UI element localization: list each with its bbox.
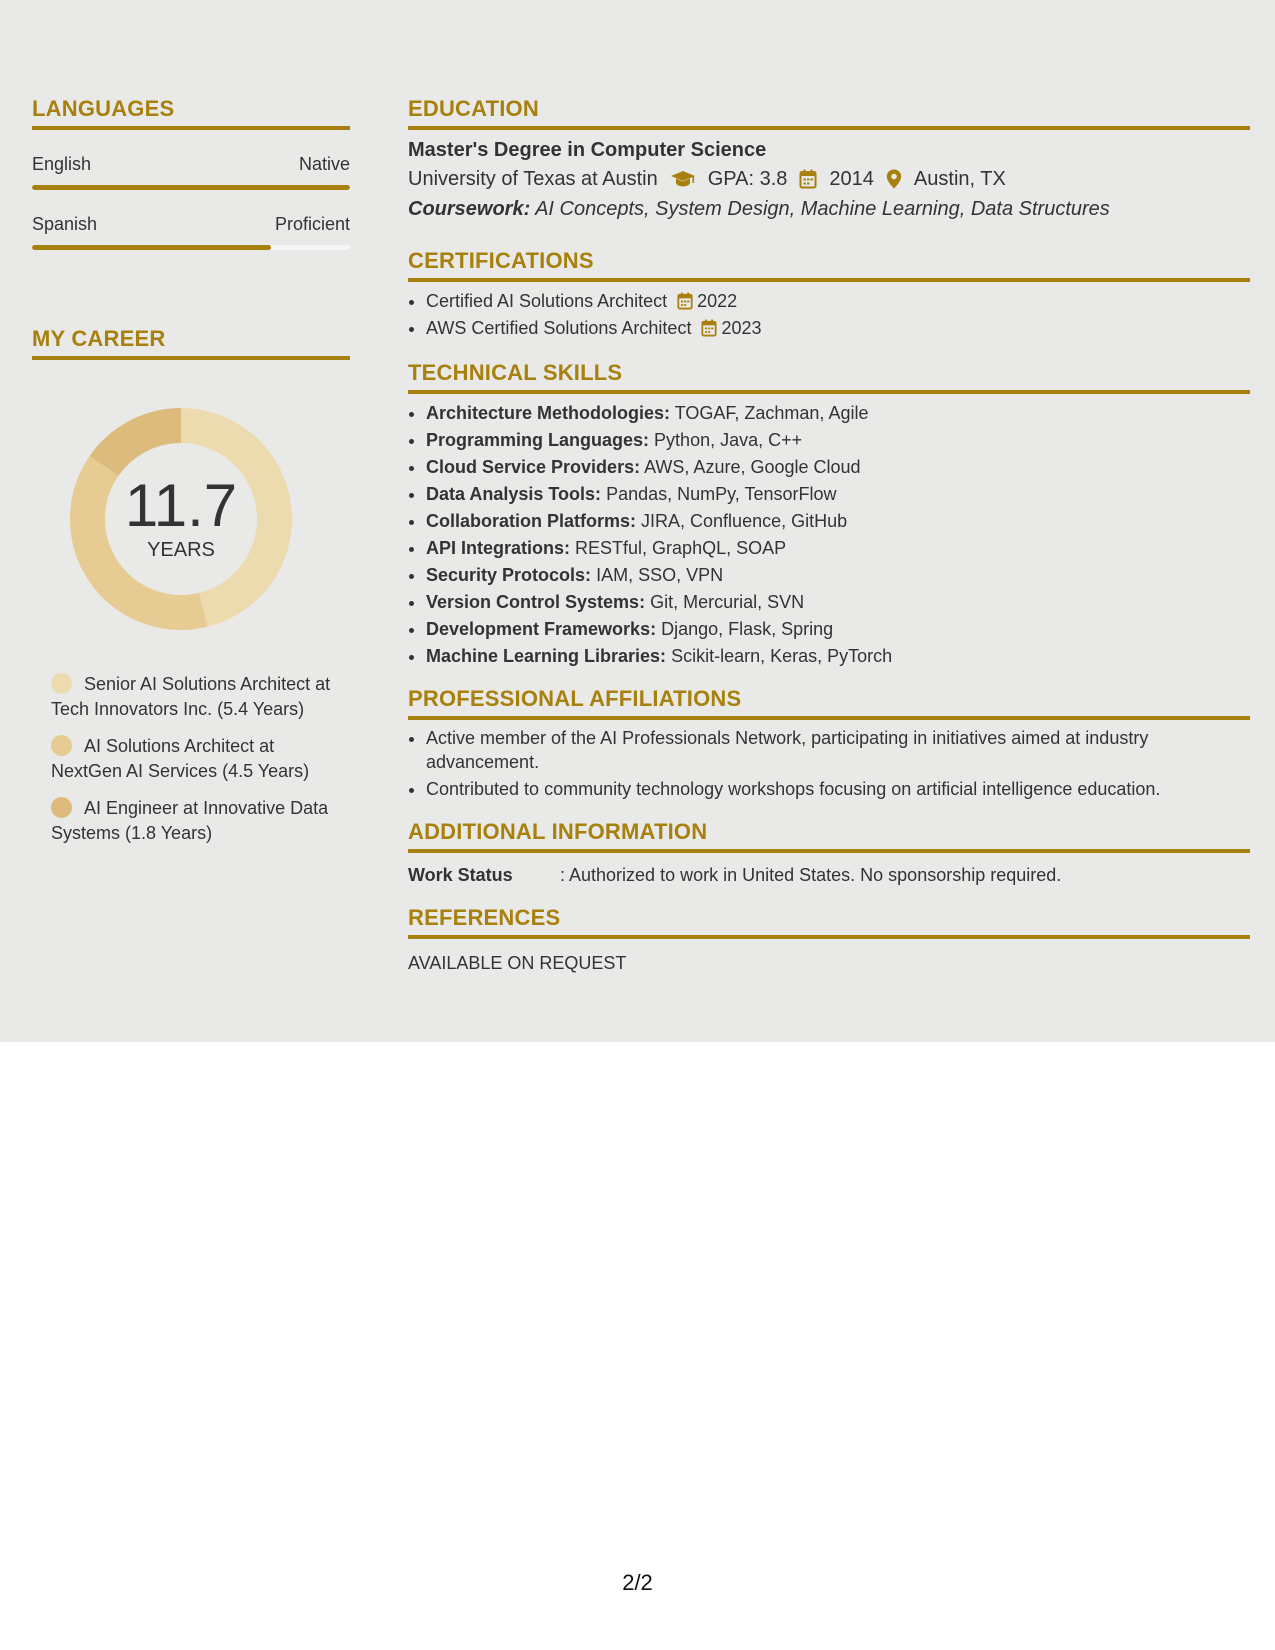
coursework-list: AI Concepts, System Design, Machine Learning, Data Structures bbox=[535, 198, 1110, 220]
skill-label: Programming Languages: bbox=[426, 430, 650, 450]
skill-label: Collaboration Platforms: bbox=[426, 511, 637, 531]
skill-item bbox=[426, 454, 1250, 481]
location-pin-icon bbox=[886, 169, 902, 189]
legend-dot bbox=[51, 735, 72, 756]
graduation-year: 2014 bbox=[829, 168, 874, 190]
career-section bbox=[32, 324, 350, 846]
affiliations-section bbox=[408, 684, 1250, 801]
legend-dot bbox=[51, 673, 72, 694]
education-title: EDUCATION bbox=[408, 96, 539, 121]
skill-item bbox=[426, 616, 1250, 643]
section-rule bbox=[408, 390, 1250, 394]
languages-section bbox=[32, 94, 350, 250]
skill-item bbox=[426, 427, 1250, 454]
language-level: Native bbox=[298, 154, 350, 174]
education-section bbox=[408, 94, 1250, 224]
section-rule bbox=[408, 935, 1250, 939]
certification-name: AWS Certified Solutions Architect bbox=[426, 318, 692, 338]
career-label: Senior AI Solutions Architect at Tech Innovators Inc. (5.4 Years) bbox=[51, 674, 331, 719]
left-column bbox=[32, 94, 350, 858]
skill-value: JIRA, Confluence, GitHub bbox=[641, 511, 848, 531]
skill-item bbox=[426, 481, 1250, 508]
section-rule bbox=[32, 356, 350, 360]
certifications-list bbox=[408, 288, 1250, 342]
languages-title: LANGUAGES bbox=[32, 96, 175, 121]
skill-label: Architecture Methodologies: bbox=[426, 403, 671, 423]
language-proficiency-bar bbox=[32, 245, 350, 250]
language-item bbox=[32, 152, 350, 190]
calendar-icon bbox=[701, 319, 717, 337]
work-status-row bbox=[408, 863, 1250, 887]
calendar-icon bbox=[799, 169, 817, 189]
career-donut-chart bbox=[66, 404, 296, 634]
legend-dot bbox=[51, 797, 72, 818]
language-proficiency-fill bbox=[32, 245, 271, 250]
career-legend-item bbox=[51, 672, 350, 722]
page-number: 2/2 bbox=[622, 1570, 653, 1595]
donut-center bbox=[66, 404, 296, 634]
certification-name: Certified AI Solutions Architect bbox=[426, 291, 668, 311]
skill-item bbox=[426, 562, 1250, 589]
graduation-cap-icon bbox=[670, 169, 696, 189]
section-rule bbox=[408, 126, 1250, 130]
skill-value: TOGAF, Zachman, Agile bbox=[674, 403, 869, 423]
total-years: 11.7 bbox=[124, 472, 238, 539]
section-rule bbox=[32, 126, 350, 130]
years-unit: YEARS bbox=[147, 539, 215, 561]
language-name: English bbox=[32, 154, 92, 174]
skill-value: Scikit-learn, Keras, PyTorch bbox=[671, 646, 893, 666]
school-name: University of Texas at Austin bbox=[408, 168, 658, 190]
coursework-label: Coursework: bbox=[408, 198, 531, 220]
skill-value: AWS, Azure, Google Cloud bbox=[644, 457, 861, 477]
skill-value: Pandas, NumPy, TensorFlow bbox=[606, 484, 837, 504]
certification-year: 2023 bbox=[721, 318, 762, 338]
skill-item bbox=[426, 400, 1250, 427]
calendar-icon bbox=[677, 292, 693, 310]
skill-item bbox=[426, 508, 1250, 535]
career-label: AI Engineer at Innovative Data Systems (1.8 Years) bbox=[51, 798, 329, 843]
affiliations-title: PROFESSIONAL AFFILIATIONS bbox=[408, 686, 742, 711]
skill-label: Version Control Systems: bbox=[426, 592, 646, 612]
skills-title: TECHNICAL SKILLS bbox=[408, 360, 623, 385]
skill-label: Machine Learning Libraries: bbox=[426, 646, 667, 666]
skill-value: RESTful, GraphQL, SOAP bbox=[575, 538, 787, 558]
career-title: MY CAREER bbox=[32, 326, 166, 351]
skill-label: API Integrations: bbox=[426, 538, 571, 558]
gpa: GPA: 3.8 bbox=[707, 168, 788, 190]
language-proficiency-fill bbox=[32, 185, 350, 190]
skill-label: Data Analysis Tools: bbox=[426, 484, 602, 504]
language-item bbox=[32, 212, 350, 250]
skill-value: Git, Mercurial, SVN bbox=[650, 592, 805, 612]
skills-list bbox=[408, 400, 1250, 670]
career-legend-item bbox=[51, 796, 350, 846]
skill-value: Django, Flask, Spring bbox=[661, 619, 834, 639]
skill-label: Development Frameworks: bbox=[426, 619, 657, 639]
career-legend-item bbox=[51, 734, 350, 784]
language-level: Proficient bbox=[274, 214, 350, 234]
section-rule bbox=[408, 849, 1250, 853]
career-legend bbox=[32, 672, 350, 846]
affiliation-item: • Contributed to community technology workshops focusing on artificial intelligence education. bbox=[426, 777, 1250, 801]
skill-label: Cloud Service Providers: bbox=[426, 457, 641, 477]
references-section bbox=[408, 903, 1250, 975]
career-label: AI Solutions Architect at NextGen AI Services (4.5 Years) bbox=[51, 736, 310, 781]
skill-label: Security Protocols: bbox=[426, 565, 592, 585]
references-title: REFERENCES bbox=[408, 905, 561, 930]
language-name: Spanish bbox=[32, 214, 98, 234]
certifications-title: CERTIFICATIONS bbox=[408, 248, 594, 273]
right-column bbox=[408, 94, 1250, 975]
skill-item bbox=[426, 643, 1250, 670]
skill-value: Python, Java, C++ bbox=[654, 430, 803, 450]
additional-title: ADDITIONAL INFORMATION bbox=[408, 819, 708, 844]
language-proficiency-bar bbox=[32, 185, 350, 190]
affiliations-list bbox=[408, 726, 1250, 801]
education-meta bbox=[408, 164, 1250, 194]
skill-value: IAM, SSO, VPN bbox=[596, 565, 724, 585]
affiliation-item: • Active member of the AI Professionals Network, participating in initiatives aimed at industry advancement. bbox=[426, 726, 1250, 774]
work-status-value: : Authorized to work in United States. No sponsorship required. bbox=[560, 865, 1062, 885]
section-rule bbox=[408, 278, 1250, 282]
skills-section bbox=[408, 358, 1250, 670]
certification-item bbox=[426, 315, 1250, 342]
certification-item bbox=[426, 288, 1250, 315]
degree: Master's Degree in Computer Science bbox=[408, 139, 767, 161]
certifications-section bbox=[408, 246, 1250, 342]
work-status-label: Work Status bbox=[408, 865, 513, 885]
skill-item bbox=[426, 589, 1250, 616]
skill-item bbox=[426, 535, 1250, 562]
certification-year: 2022 bbox=[697, 291, 738, 311]
section-rule bbox=[408, 716, 1250, 720]
additional-section bbox=[408, 817, 1250, 887]
references-text: AVAILABLE ON REQUEST bbox=[408, 953, 627, 973]
coursework bbox=[408, 194, 1250, 224]
location: Austin, TX bbox=[913, 168, 1006, 190]
